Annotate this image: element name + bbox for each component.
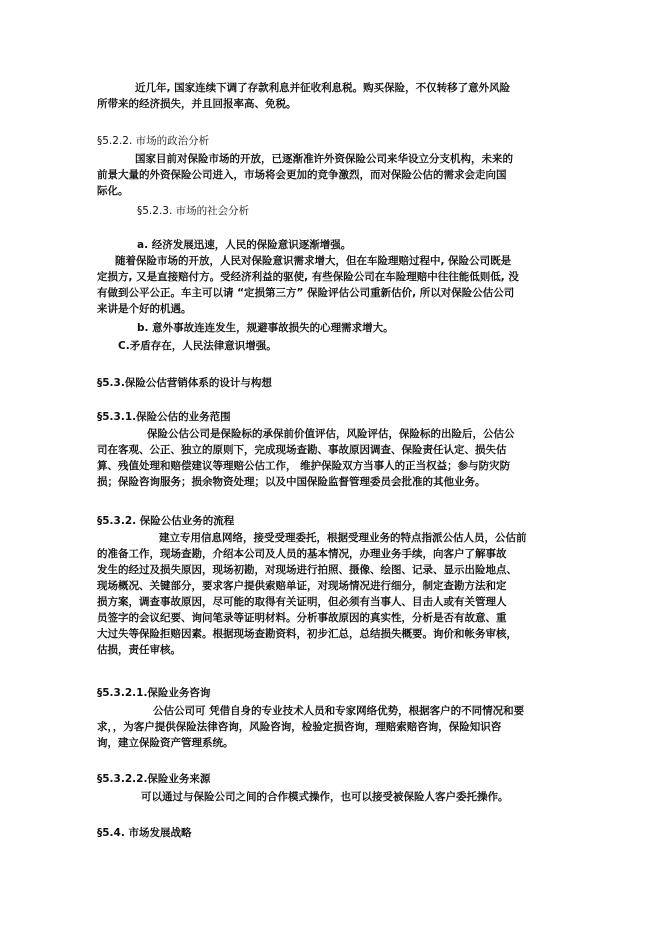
text-line: 随着保险市场的开放，人民对保险意识需求增大，但在车险理赔过程中, 保险公司既是 xyxy=(115,255,512,267)
paragraph-business-source: 可以通过与保险公司之间的合作模式操作，也可以接受被保险人客户委托操作。 xyxy=(141,791,509,803)
paragraph-interest-rates xyxy=(97,80,567,112)
text-line: 保险公估公司是保险标的承保前价值评估，风险评估，保险标的出险后，公估公 xyxy=(147,428,515,440)
text-line: 有做到公平公正。车主可以请 “定损第三方” 保险评估公司重新估价, 所以对保险公估公司 xyxy=(97,287,515,299)
text-line: 询，建立保险资产管理系统。 xyxy=(97,737,234,749)
text-line: 发生的经过及损失原因，现场初勘，对现场进行拍照、摄像、绘图、记录、显示出险地点、 xyxy=(97,564,517,576)
text-line: 损；保险咨询服务；损余物资处理；以及中国保险监督管理委员会批准的其他业务。 xyxy=(97,476,486,488)
section-heading-5-3-2-1: §5.3.2.1.保险业务咨询 xyxy=(97,687,211,699)
list-item-c: C.矛盾存在，人民法律意识增强。 xyxy=(118,340,277,352)
text-line: 际化。 xyxy=(97,185,129,197)
text-line: 司在客观、公正、独立的原则下，完成现场查勘、事故原因调查、保险责任认定、损失估 xyxy=(97,444,507,456)
text-line: 建立专用信息网络，接受受理委托，根据受理业务的特点指派公估人员，公估前 xyxy=(159,532,527,544)
section-heading-5-3-2: §5.3.2. 保险公估业务的流程 xyxy=(97,515,235,527)
list-item-b: b. 意外事故连连发生，规避事故损失的心理需求增大。 xyxy=(137,322,394,334)
text-line: 的准备工作，现场查勘，介绍本公司及人员的基本情况，办理业务手续，向客户了解事故 xyxy=(97,548,507,560)
paragraph-business-process xyxy=(97,530,567,658)
paragraph-consulting xyxy=(97,703,567,751)
paragraph-political-analysis xyxy=(97,151,567,199)
text-line: 定损方, 又是直接赔付方。受经济利益的驱使, 有些保险公司在车险理赔中往往能低则低, 没 xyxy=(97,271,519,283)
text-line: 来讲是个好的机遇。 xyxy=(97,303,192,315)
text-line: 近几年, 国家连续下调了存款利息并征收利息税。购买保险，不仅转移了意外风险 xyxy=(135,82,511,94)
text-line: 算、残值处理和赔偿建议等理赔公估工作， 维护保险双方当事人的正当权益；参与防灾防 xyxy=(97,460,511,472)
text-line: 员签字的会议纪要、询问笔录等证明材料。分析事故原因的真实性，分析是否有故意、重 xyxy=(97,612,507,624)
section-heading-5-3: §5.3.保险公估营销体系的设计与构想 xyxy=(97,377,272,389)
text-line: 估损，责任审核。 xyxy=(97,644,181,656)
text-line: 损方案，调查事故原因，尽可能的取得有关证明，但必须有当事人、目击人或有关管理人 xyxy=(97,596,507,608)
text-line: 求，，为客户提供保险法律咨询，风险咨询，检验定损咨询，理赔索赔咨询，保险知识咨 xyxy=(97,721,502,733)
section-heading-5-2-3: §5.2.3. 市场的社会分析 xyxy=(137,205,250,217)
text-line: 大过失等保险拒赔因素。根据现场查勘资料，初步汇总，总结损失概要。询价和帐务审核， xyxy=(97,628,517,640)
text-line: 所带来的经济损失，并且回报率高、免税。 xyxy=(97,98,297,110)
section-heading-5-3-2-2: §5.3.2.2.保险业务来源 xyxy=(97,773,211,785)
list-item-a: a. 经济发展迅速，人民的保险意识逐渐增强。 xyxy=(137,239,352,251)
text-line: 现场概况、关键部分，要求客户提供索赔单证，对现场情况进行细分，制定查勘方法和定 xyxy=(97,580,507,592)
section-heading-5-2-2: §5.2.2. 市场的政治分析 xyxy=(97,135,210,147)
section-heading-5-3-1: §5.3.1.保险公估的业务范围 xyxy=(97,411,231,423)
text-line: 前景大量的外资保险公司进入，市场将会更加的竞争激烈，而对保险公估的需求会走向国 xyxy=(97,169,507,181)
text-line: 公估公司可 凭借自身的专业技术人员和专家网络优势，根据客户的不同情况和要 xyxy=(153,705,525,717)
paragraph-business-scope xyxy=(97,426,567,490)
text-line: 国家目前对保险市场的开放，已逐渐准许外资保险公司来华设立分支机构，未来的 xyxy=(135,153,513,165)
section-heading-5-4: §5.4. 市场发展战略 xyxy=(97,827,192,839)
paragraph-social-analysis xyxy=(97,253,567,317)
